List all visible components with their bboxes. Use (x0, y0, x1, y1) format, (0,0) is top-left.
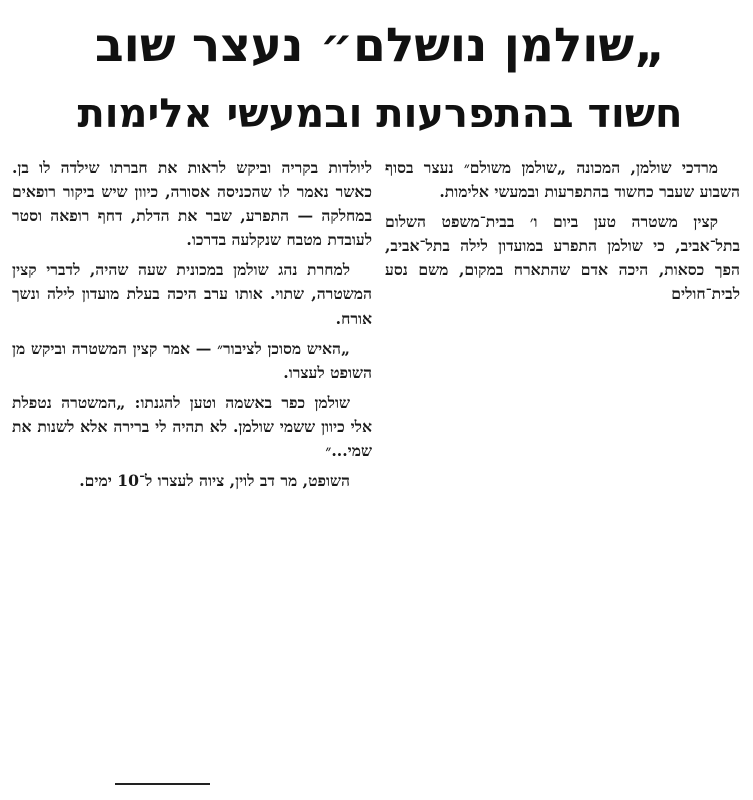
article-paragraph: „האיש מסוכן לציבור״ — אמר קצין המשטרה וביקש מן השופט לעצרו. (12, 338, 372, 382)
article-paragraph: מרדכי שולמן, המכונה „שולמן משולם״ נעצר בסוף השבוע שעבר כחשוד בהתפרעות ובמעשי אלימות. (385, 158, 740, 202)
article-paragraph: למחרת נהג שולמן במכונית שעה שהיה, לדברי קצין המשטרה, שתוי. אותו ערב היכה בעלת מועדון לילה ונשך אורח. (12, 260, 372, 328)
article-paragraph: ליולדות בקריה וביקש לראות את חברתו שילדה לו בן. כאשר נאמר לו שהכניסה אסורה, כיוון שיש ביקור רופאים במחלקה — התפרע, שבר את הדלת, דחף רופאה וסטר לעובדת מטבח שנקלעה בדרכו. (12, 158, 372, 250)
article-paragraph: השופט, מר דב לוין, ציוה לעצרו ל־10 ימים. (79, 471, 350, 491)
article-paragraph: קצין משטרה טען ביום ו׳ בבית־משפט השלום בתל־אביב, כי שולמן התפרע במועדון לילה בתל־אביב, הפך כסאות, היכה אדם שהתארח במקום, משם נסע לבית־חולים (385, 212, 740, 304)
end-rule (115, 783, 210, 785)
article-column-left (12, 156, 372, 499)
article-paragraph: שולמן כפר באשמה וטען להגנתו: „המשטרה נטפלת אלי כיוון ששמי שולמן. לא תהיה לי ברירה אלא לשנות את שמי...״ (12, 392, 372, 461)
article-column-right (385, 156, 740, 313)
sub-headline: חשוד בהתפרעות ובמעשי אלימות (77, 91, 683, 137)
main-headline: „שולמן נושלם״ נעצר שוב (95, 18, 665, 73)
